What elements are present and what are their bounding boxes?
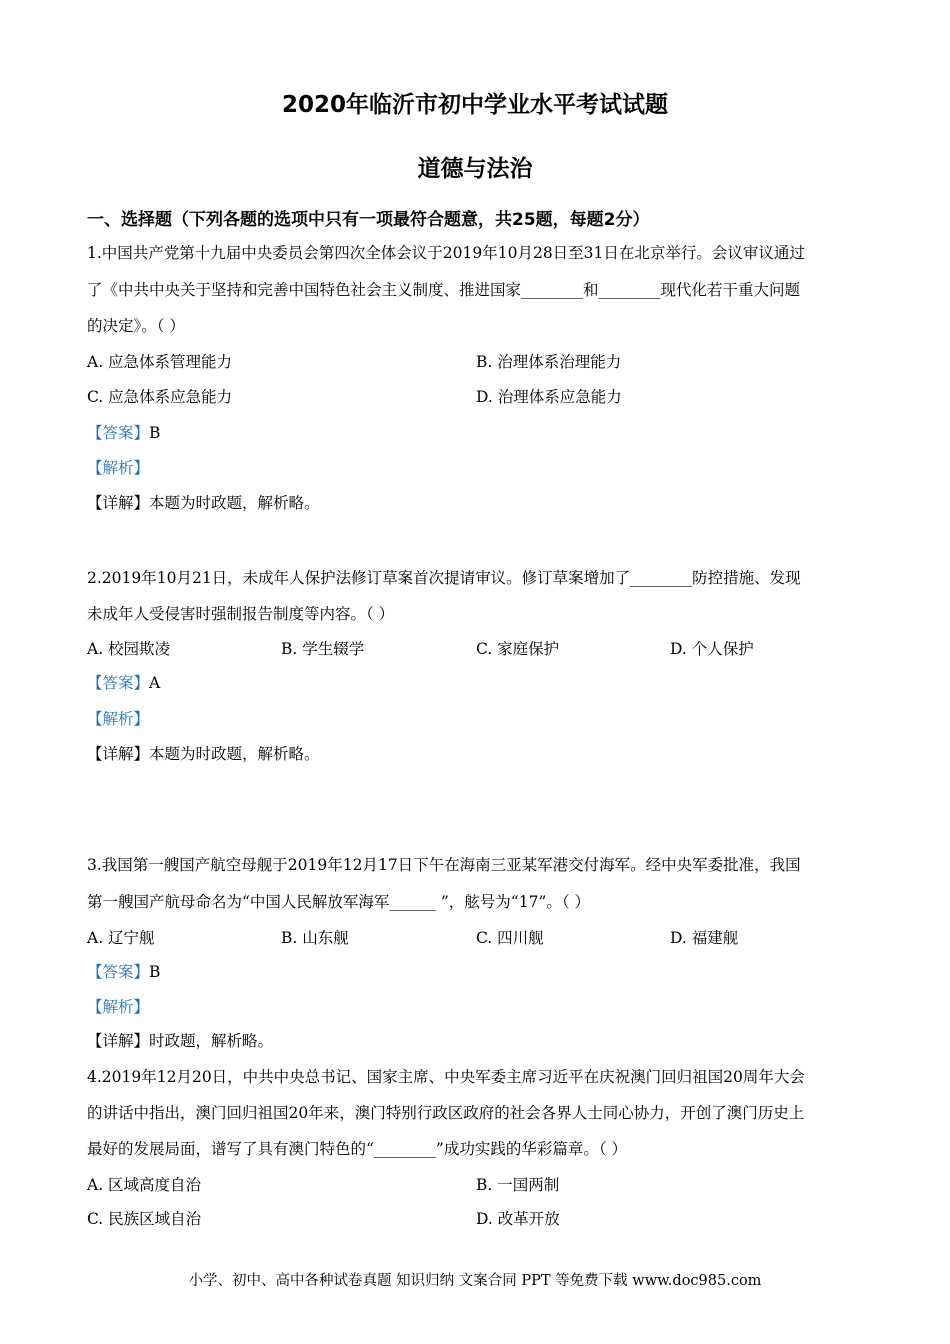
question-3-line-1: 3.我国第一艘国产航空母舰于2019年12月17日下午在海南三亚某军港交付海军。经中央军委批准，我国	[87, 856, 801, 874]
question-4-option-a: A. 区域高度自治	[87, 1176, 202, 1194]
question-4-line-3: 最好的发展局面，谱写了具有澳门特色的“________”成功实践的华彩篇章。（ ）	[87, 1140, 628, 1158]
answer-value: B	[149, 963, 161, 981]
question-3-answer	[87, 960, 160, 982]
answer-label: 【答案】	[87, 674, 150, 692]
question-4-option-c: C. 民族区域自治	[87, 1210, 202, 1228]
question-1-option-d: D. 治理体系应急能力	[476, 388, 622, 406]
question-3-option-d: D. 福建舰	[670, 929, 739, 947]
question-3-option-c: C. 四川舰	[476, 929, 544, 947]
question-1-detail: 【详解】本题为时政题，解析略。	[87, 494, 320, 512]
question-2-option-a: A. 校园欺凌	[87, 640, 171, 658]
question-1-option-b: B. 治理体系治理能力	[476, 353, 622, 371]
question-3-option-a: A. 辽宁舰	[87, 929, 155, 947]
question-4-line-1: 4.2019年12月20日，中共中央总书记、国家主席、中央军委主席习近平在庆祝澳门回归祖国20周年大会	[87, 1068, 805, 1086]
question-2-line-2: 未成年人受侵害时强制报告制度等内容。（ ）	[87, 605, 395, 623]
question-1-option-c: C. 应急体系应急能力	[87, 388, 233, 406]
question-1-line-3: 的决定》。（ ）	[87, 317, 185, 335]
question-2-line-1: 2.2019年10月21日，未成年人保护法修订草案首次提请审议。修订草案增加了________防控措施、发现	[87, 569, 801, 587]
question-1-line-2: 了《中共中央关于坚持和完善中国特色社会主义制度、推进国家________和________现代化若干重大问题	[87, 281, 801, 299]
page-title: 2020年临沂市初中学业水平考试试题	[281, 92, 668, 118]
question-1-analysis-label: 【解析】	[87, 459, 150, 477]
question-2-analysis-label: 【解析】	[87, 710, 150, 728]
question-4-option-d: D. 改革开放	[476, 1210, 560, 1228]
question-2-option-c: C. 家庭保护	[476, 640, 560, 658]
question-2-option-d: D. 个人保护	[670, 640, 754, 658]
answer-label: 【答案】	[87, 424, 150, 442]
answer-value: A	[149, 674, 161, 692]
question-1-option-a: A. 应急体系管理能力	[87, 353, 233, 371]
question-3-option-b: B. 山东舰	[281, 929, 349, 947]
page-subtitle: 道德与法治	[417, 156, 533, 182]
question-2-option-b: B. 学生辍学	[281, 640, 365, 658]
answer-value: B	[149, 424, 161, 442]
question-3-detail: 【详解】时政题，解析略。	[87, 1032, 274, 1050]
question-4-option-b: B. 一国两制	[476, 1176, 560, 1194]
page-footer: 小学、初中、高中各种试卷真题 知识归纳 文案合同 PPT 等免费下载 www.doc985.com	[188, 1273, 762, 1289]
question-1-answer	[87, 421, 160, 443]
question-2-detail: 【详解】本题为时政题，解析略。	[87, 745, 320, 763]
question-4-line-2: 的讲话中指出，澳门回归祖国20年来，澳门特别行政区政府的社会各界人士同心协力，开创了澳门历史上	[87, 1104, 805, 1122]
question-3-line-2: 第一艘国产航母命名为“中国人民解放军海军______ ”，舷号为“17”。（ ）	[87, 893, 591, 911]
question-2-answer	[87, 671, 160, 693]
question-1-line-1: 1.中国共产党第十九届中央委员会第四次全体会议于2019年10月28日至31日在北京举行。会议审议通过	[87, 244, 805, 262]
question-3-analysis-label: 【解析】	[87, 998, 150, 1016]
section-header: 一、选择题（下列各题的选项中只有一项最符合题意，共25题，每题2分）	[87, 210, 650, 230]
answer-label: 【答案】	[87, 963, 150, 981]
